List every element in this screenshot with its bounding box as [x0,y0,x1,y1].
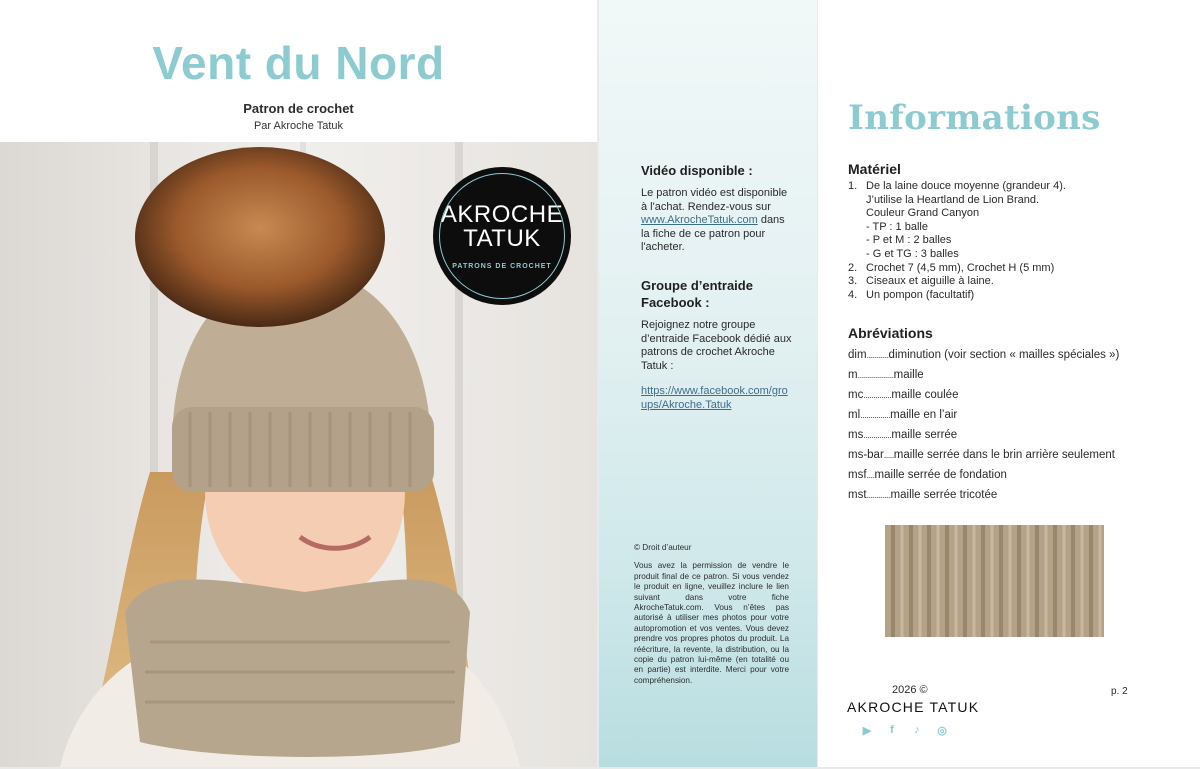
facebook-group-link-wrap [641,385,793,412]
list-subtext: Couleur Grand Canyon [866,207,980,220]
abbr-value: maille en l’air [890,409,958,421]
group-heading: Groupe d’entraide Facebook : [641,278,753,310]
abbr-key: mst [848,489,867,501]
list-subtext: J’utilise la Heartland de Lion Brand. [866,193,1040,206]
abbr-dots: .............. [863,390,892,400]
footer-brand: AKROCHE TATUK [847,699,980,715]
abbr-dots: ........... [866,350,889,360]
abbreviation-row [848,445,1188,465]
info-title: Informations [848,98,1101,138]
middle-panel [599,0,817,767]
brand-logo-badge [433,167,571,305]
tiktok-icon[interactable]: ♪ [914,724,920,736]
abbreviation-row [848,465,1188,485]
list-text: Crochet 7 (4,5 mm), Crochet H (5 mm) [866,261,1055,274]
cover-page [0,0,597,767]
abbr-value: maille serrée de fondation [874,469,1007,481]
materiel-item [848,289,1178,303]
materiel-item [848,275,1178,289]
list-number: 1. [848,180,858,192]
pattern-subtitle: Patron de crochet [243,101,354,116]
abbr-key: mc [848,389,864,401]
copyright-heading: © Droit d’auteur [634,543,692,552]
abbr-key: dim [848,349,867,361]
abbreviation-row [848,405,1188,425]
video-heading: Vidéo disponible : [641,163,753,178]
materiel-item [848,180,1178,194]
abbreviation-row [848,425,1188,445]
abbr-key: msf [848,469,867,481]
facebook-group-link[interactable]: https://www.facebook.com/groups/Akroche.Tatuk [641,385,788,411]
abbr-key: ms [848,429,864,441]
logo-line-1: AKROCHE [440,200,564,228]
abbr-value: maille serrée [891,429,958,441]
materiel-list [848,180,1178,302]
abbreviations-heading: Abréviations [848,325,933,341]
footer-year: 2026 © [892,684,928,696]
abbr-value: diminution (voir section « mailles spéciales ») [888,349,1120,361]
stitch-texture-illustration [885,525,1104,637]
video-section [641,162,793,255]
info-page [818,0,1200,767]
logo-ring [439,173,565,299]
website-link[interactable]: www.AkrocheTatuk.com [641,214,758,226]
abbr-value: maille serrée tricotée [890,489,998,501]
list-text: De la laine douce moyenne (grandeur 4). [866,180,1066,192]
abbr-value: maille serrée dans le brin arrière seulement [893,449,1115,461]
abbr-dots: ............... [860,410,891,420]
page-number: p. 2 [1111,686,1128,697]
video-text [641,187,793,255]
youtube-icon[interactable]: ▶ [862,724,872,737]
materiel-heading: Matériel [848,161,901,177]
abbreviation-row [848,345,1188,365]
group-text: Rejoignez notre groupe d’entraide Facebook dédié aux patrons de crochet Akroche Tatuk : [641,319,792,372]
materiel-item [848,262,1178,276]
abbr-dots: .............. [863,430,892,440]
logo-line-2: TATUK [463,224,541,252]
abbr-dots: ............ [866,490,891,500]
abbr-key: ms-bar [848,449,884,461]
globe-icon[interactable]: ◎ [937,724,947,737]
pattern-title: Vent du Nord [152,37,445,89]
abbr-dots: .... [866,470,875,480]
abbreviations-list [848,345,1188,505]
list-number: 2. [848,261,858,274]
list-number: 3. [848,275,858,288]
video-text-part2: dans la fiche de ce patron pour l'acheter. [641,214,785,253]
copyright-text: Vous avez la permission de vendre le produit final de ce patron. Si vous vendez le produit en ligne, veuillez inclure le lien suivant dans votre fiche AkrocheTatuk.com. Vous n’êtes pas autorisé à utiliser mes photos pour votre autopromotion et vos ventes. Vous devez prendre vos propres photos du produit. La réécriture, la revente, la distribution, ou la copie du patron lui-même (en totalité ou en partie) est interdite. Merci pour votre compréhension. [634,561,789,685]
abbreviation-row [848,485,1188,505]
abbr-value: maille coulée [891,389,959,401]
abbr-dots: .................. [857,370,894,380]
list-subtext: - G et TG : 3 balles [866,247,959,260]
copyright-section [634,543,789,686]
author-byline: Par Akroche Tatuk [253,120,344,132]
facebook-group-section [641,277,793,412]
video-text-part1: Le patron vidéo est disponible à l'achat. Rendez-vous sur [641,187,788,213]
abbreviation-row [848,385,1188,405]
stitch-swatch-photo [885,525,1104,637]
list-number: 4. [848,288,858,301]
list-text: Ciseaux et aiguille à laine. [866,275,994,288]
abbr-dots: ..... [883,450,894,460]
list-subtext: - TP : 1 balle [866,220,928,233]
list-subtext: - P et M : 2 balles [866,234,952,247]
list-text: Un pompon (facultatif) [866,288,975,301]
abbreviation-row [848,365,1188,385]
facebook-icon[interactable]: f [890,724,894,736]
abbr-key: m [848,369,858,381]
logo-ring-text: PATRONS DE CROCHET [452,262,552,270]
abbr-value: maille [893,369,924,381]
social-links [860,723,949,737]
abbr-key: ml [848,409,861,421]
